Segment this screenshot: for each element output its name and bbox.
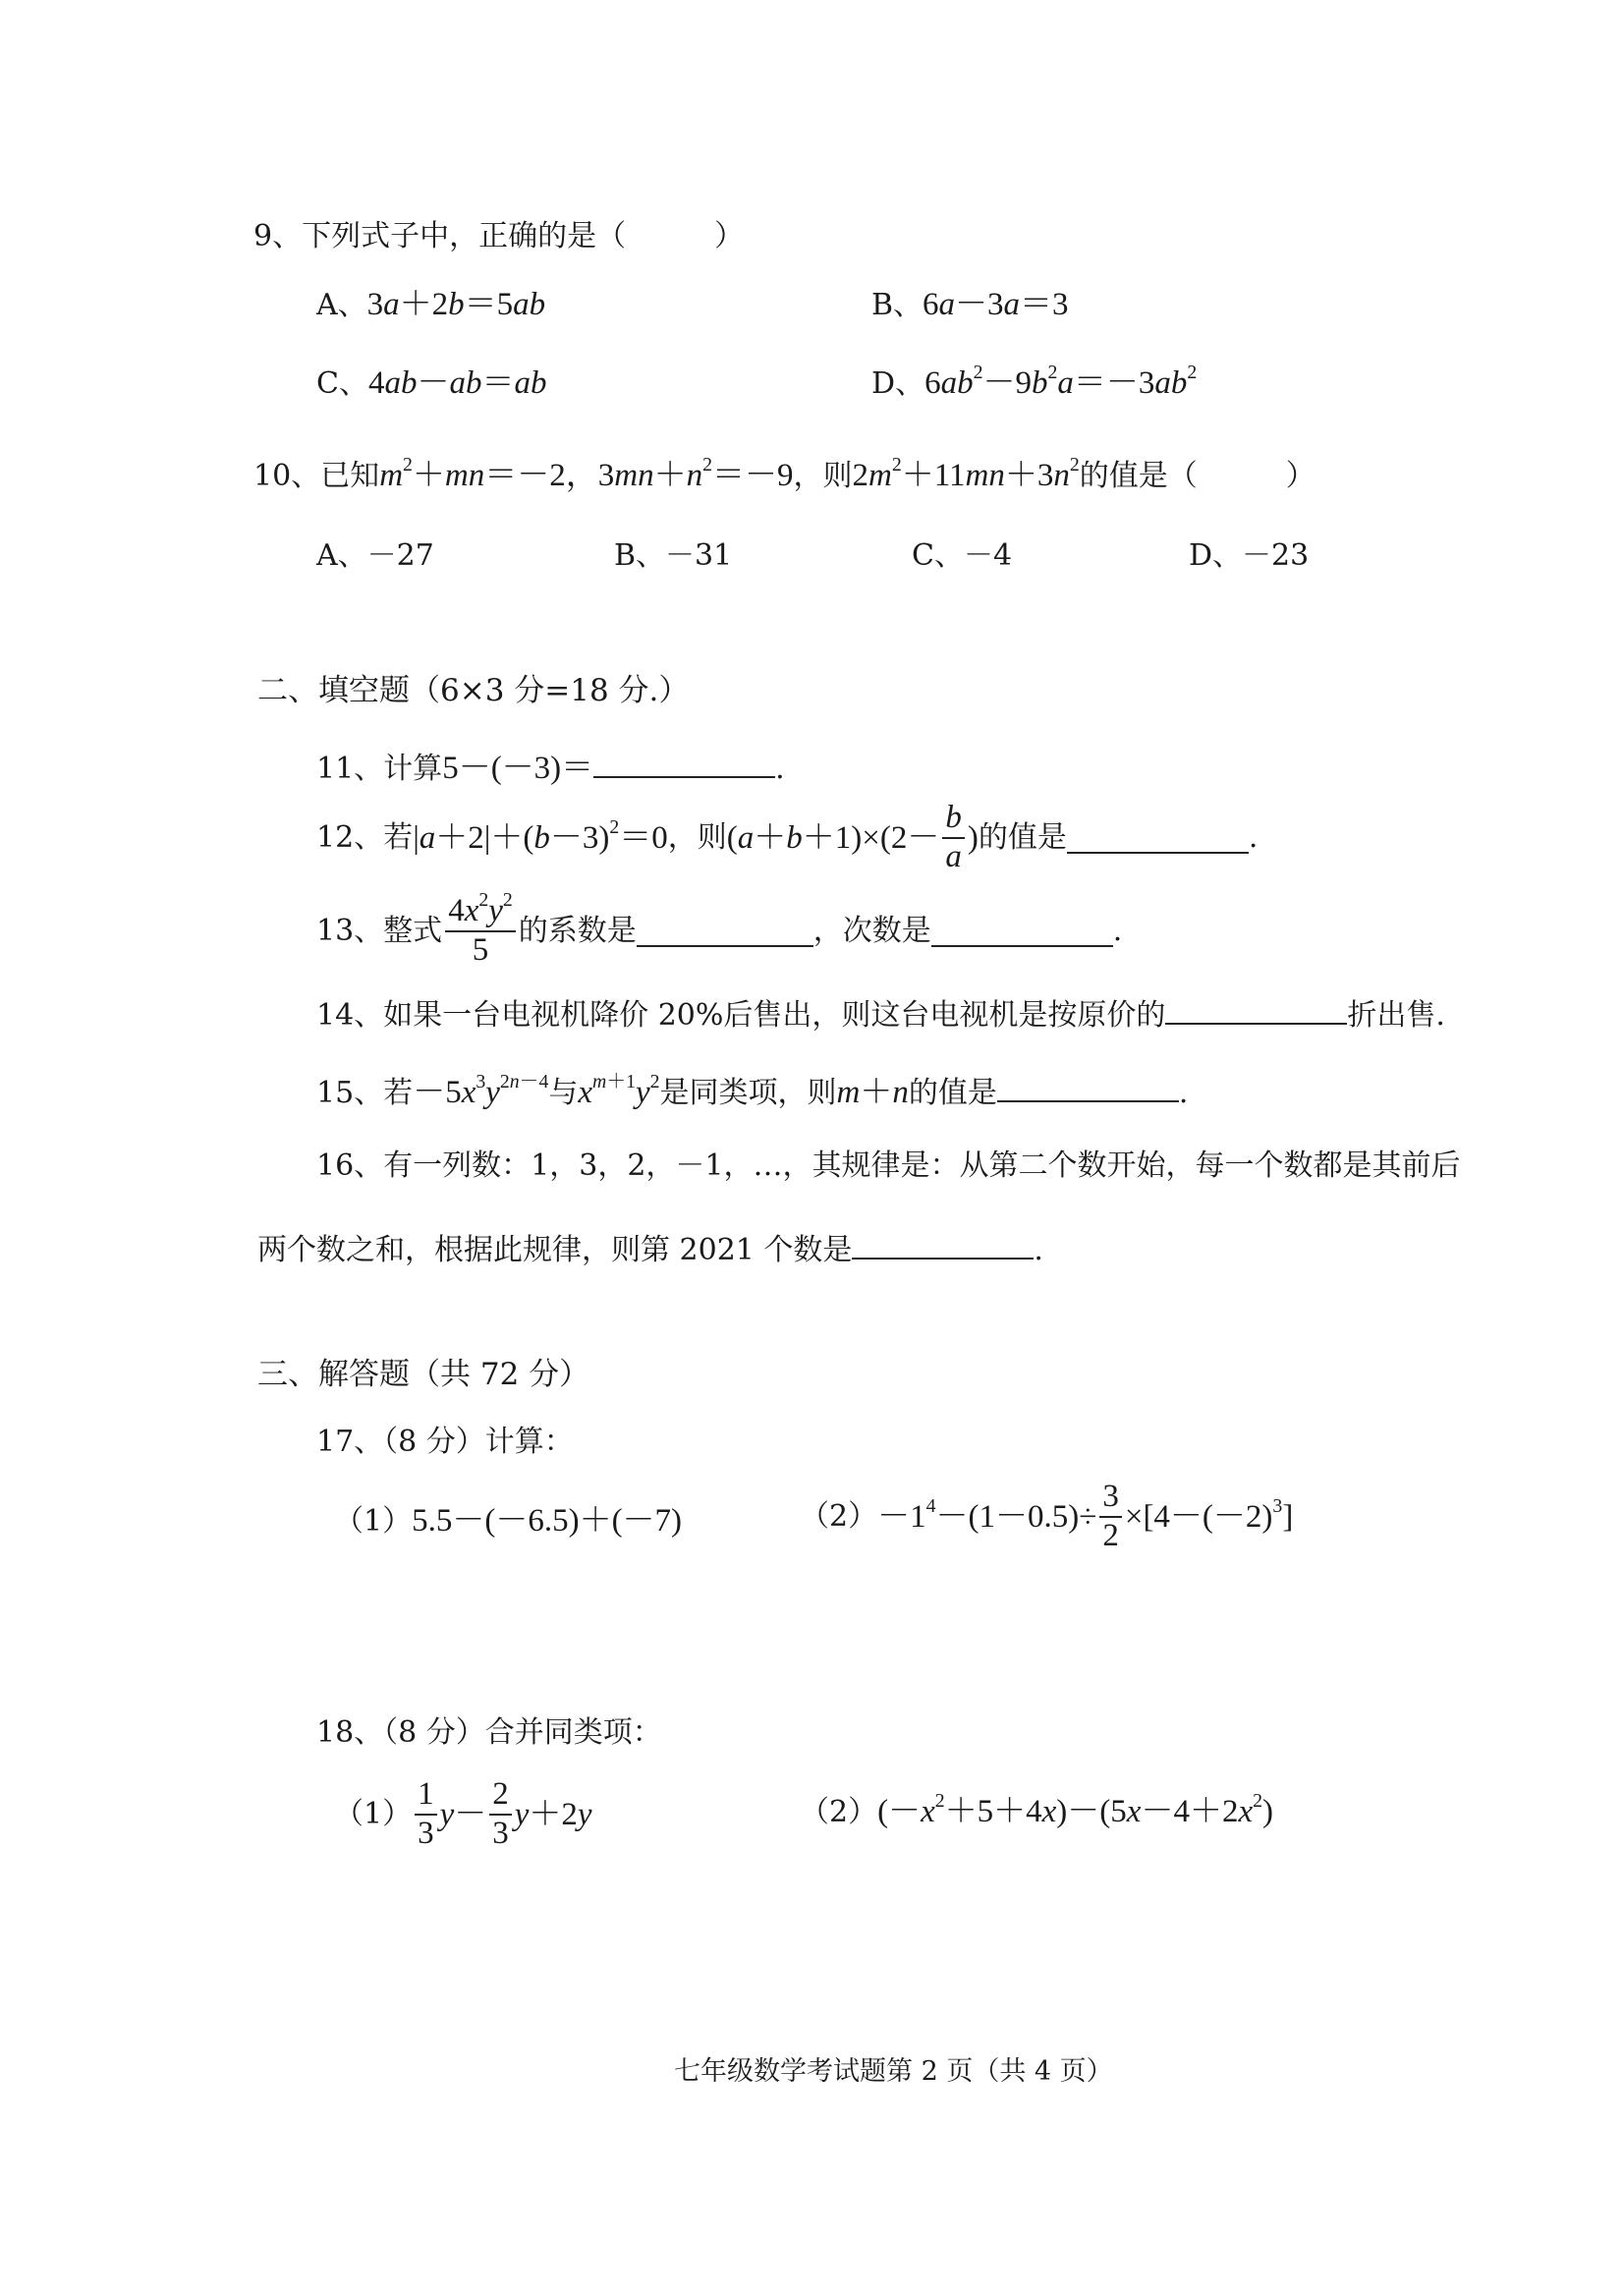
q10-stem: 10、已知$m^2+mn=-2$，$3mn+n^2=-9$，则$2m^2+11mn+3n^2$的值是（ ） xyxy=(253,454,1315,493)
q9-option-a: A、3a＋2b＝5ab xyxy=(316,287,546,322)
page-footer: 七年级数学考试题第 2 页（共 4 页） xyxy=(674,2056,1113,2087)
q18-part1: （1） $\frac{1}{3}$ y－ $\frac{2}{3}$ y＋2y xyxy=(334,1776,592,1851)
q10-option-c: C、－4 xyxy=(912,538,1013,573)
q16-line2: 两个数之和，根据此规律，则第 2021 个数是 . xyxy=(257,1228,1043,1265)
q13: 13、整式 $\frac{4x^2y^2}{5}$ 的系数是 ，次数是 . xyxy=(316,889,1123,968)
q10-option-d: D、－23 xyxy=(1189,538,1310,573)
q14: 14、如果一台电视机降价 20%后售出，则这台电视机是按原价的 折出售. xyxy=(316,993,1445,1031)
q17-part1: （1）5.5－(－6.5)＋(－7) xyxy=(334,1503,683,1539)
q10-option-b: B、－31 xyxy=(614,538,733,573)
q18-part2: $(2)(-x^2+5+4x)-(5x-4+2x^2)$ xyxy=(800,1790,1273,1829)
fraction-1-over-3: $\frac{1}{3}$ xyxy=(415,1776,437,1853)
section2-title: 二、填空题（6×3 分=18 分.） xyxy=(257,673,690,708)
q16-answer-blank[interactable] xyxy=(852,1228,1034,1260)
q17-title: 17、（8 分）计算： xyxy=(316,1425,574,1459)
q10-option-a: A、－27 xyxy=(316,538,434,573)
section3-title: 三、解答题（共 72 分） xyxy=(257,1357,590,1392)
fraction-4x2y2-over-5: $\frac{4x^2y^2}{5}$ xyxy=(445,893,516,970)
fraction-3-over-2: $\frac{3}{2}$ xyxy=(1099,1479,1122,1555)
q17-part2: （2） $-1^4-(1-0.5)\div$ $\frac{3}{2}$ $\times[4-(-2)^3]$ xyxy=(800,1479,1294,1553)
q9-option-c: C、4ab－ab＝ab xyxy=(316,365,547,401)
fraction-b-over-a: $\frac{b}{a}$ xyxy=(942,800,965,876)
q14-answer-blank[interactable] xyxy=(1165,993,1347,1025)
q11-answer-blank[interactable] xyxy=(593,747,775,778)
q11: 11、计算5－(－3)＝ . xyxy=(316,747,785,785)
q13-degree-blank[interactable] xyxy=(931,916,1113,947)
q16-line1: 16、有一列数：1，3，2，－1，…，其规律是：从第二个数开始，每一个数都是其前后 xyxy=(316,1148,1461,1183)
fraction-2-over-3: $\frac{2}{3}$ xyxy=(489,1776,512,1853)
q12: 12、若 $|a+2|+(b-3)^2=0$ ，则 (a＋b＋1)×(2－ $\frac{b}{a}$ ) 的值是 . xyxy=(316,800,1259,874)
q13-coefficient-blank[interactable] xyxy=(637,916,813,947)
q9-stem: 9、下列式子中，正确的是（ ） xyxy=(253,219,745,253)
q15-answer-blank[interactable] xyxy=(997,1071,1179,1102)
q9-option-d: D、$6ab^2-9b^2a=-3ab^2$ xyxy=(871,362,1198,401)
q9-option-b: B、6a－3a＝3 xyxy=(871,287,1069,322)
q18-title: 18、（8 分）合并同类项： xyxy=(316,1715,662,1750)
q15: 15、若$-5x^3y^{2n-4}$与$x^{m+1}y^2$是同类项，则m＋n的值是 . xyxy=(316,1071,1189,1110)
q12-answer-blank[interactable] xyxy=(1067,822,1249,854)
